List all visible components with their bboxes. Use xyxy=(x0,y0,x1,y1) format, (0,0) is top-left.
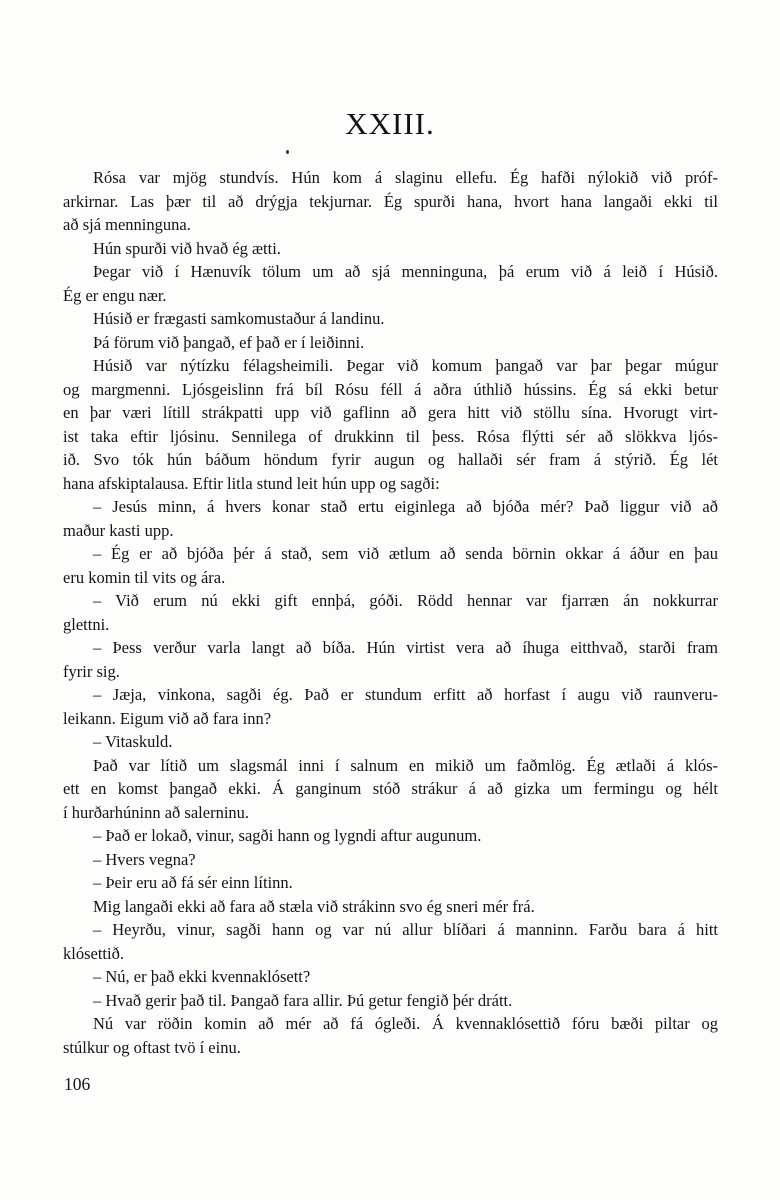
text-line: ist taka eftir ljósinu. Sennilega of drukkinn til þess. Rósa flýtti sér að slökkva ljós- xyxy=(63,426,718,446)
text-line: eru komin til vits og ára. xyxy=(63,567,226,587)
text-block xyxy=(63,166,718,1059)
text-line: – Jæja, vinkona, sagði ég. Það er stundum erfitt að horfast í augu við raunveru- xyxy=(93,685,718,704)
text-line: Rósa var mjög stundvís. Hún kom á slaginu ellefu. Ég hafði nýlokið við próf- xyxy=(93,168,718,187)
text-line: ett en komst þangað ekki. Á ganginum stóð strákur á að gizka um fermingu og hélt xyxy=(63,779,718,798)
text-line: ið. Svo tók hún báðum höndum fyrir augun og hallaði sér fram á stýrið. Ég lét xyxy=(63,450,718,469)
text-line: að sjá menninguna. xyxy=(63,215,191,234)
page-number: 106 xyxy=(64,1074,91,1094)
text-line: Mig langaði ekki að fara að stæla við strákinn svo ég sneri mér frá. xyxy=(93,896,535,916)
text-line: fyrir sig. xyxy=(63,661,120,681)
text-line: Það var lítið um slagsmál inni í salnum en mikið um faðmlög. Ég ætlaði á klós- xyxy=(93,755,718,775)
text-line: og margmenni. Ljósgeislinn frá bíl Rósu féll á aðra úthlið hússins. Ég sá ekki betur xyxy=(63,379,718,399)
text-line: – Hvers vegna? xyxy=(93,849,196,869)
scan-speck xyxy=(286,150,289,154)
text-line: Ég er engu nær. xyxy=(63,285,167,305)
text-line: leikann. Eigum við að fara inn? xyxy=(63,708,272,728)
text-line: Húsið var nýtízku félagsheimili. Þegar við komum þangað var þar þegar múgur xyxy=(93,356,718,375)
text-line: Þegar við í Hænuvík tölum um að sjá menninguna, þá erum við á leið í Húsið. xyxy=(93,262,718,281)
text-line: – Þess verður varla langt að bíða. Hún virtist vera að íhuga eitthvað, starði fram xyxy=(93,638,718,657)
text-line: glettni. xyxy=(63,614,110,634)
text-line: Hún spurði við hvað ég ætti. xyxy=(93,238,281,258)
text-line: Húsið er frægasti samkomustaður á landinu. xyxy=(93,309,385,328)
text-line: – Ég er að bjóða þér á stað, sem við ætlum að senda börnin okkar á áður en þau xyxy=(93,544,718,563)
text-line: en þar væri lítill strákpatti upp við gaflinn að gera hitt við stöllu sína. Hvorugt virt- xyxy=(63,403,718,422)
text-line: – Jesús minn, á hvers konar stað ertu eiginlega að bjóða mér? Það liggur við að xyxy=(93,497,718,516)
text-line: – Við erum nú ekki gift ennþá, góði. Rödd hennar var fjarræn án nokkurrar xyxy=(93,591,718,610)
text-line: – Hvað gerir það til. Þangað fara allir. Þú getur fengið þér drátt. xyxy=(93,990,513,1010)
text-line: – Vitaskuld. xyxy=(93,732,173,751)
text-line: stúlkur og oftast tvö í einu. xyxy=(63,1037,241,1057)
text-line: – Það er lokað, vinur, sagði hann og lygndi aftur augunum. xyxy=(93,826,482,845)
text-line: Þá förum við þangað, ef það er í leiðinni. xyxy=(93,332,365,352)
text-line: í hurðarhúninn að salerninu. xyxy=(63,802,250,822)
text-line: – Þeir eru að fá sér einn lítinn. xyxy=(93,873,293,892)
chapter-heading: XXIII. xyxy=(345,106,435,141)
text-line: – Heyrðu, vinur, sagði hann og var nú allur blíðari á manninn. Farðu bara á hitt xyxy=(93,920,718,939)
text-line: arkirnar. Las þær til að drýgja tekjurnar. Ég spurði hana, hvort hana langaði ekki til xyxy=(63,191,718,211)
text-line: Nú var röðin komin að mér að fá ógleði. Á kvennaklósettið fóru bæði piltar og xyxy=(93,1014,718,1033)
text-line: – Nú, er það ekki kvennaklósett? xyxy=(93,967,311,986)
text-line: hana afskiptalausa. Eftir litla stund leit hún upp og sagði: xyxy=(63,473,440,493)
text-line: klósettið. xyxy=(63,943,124,963)
text-line: maður kasti upp. xyxy=(63,520,174,540)
